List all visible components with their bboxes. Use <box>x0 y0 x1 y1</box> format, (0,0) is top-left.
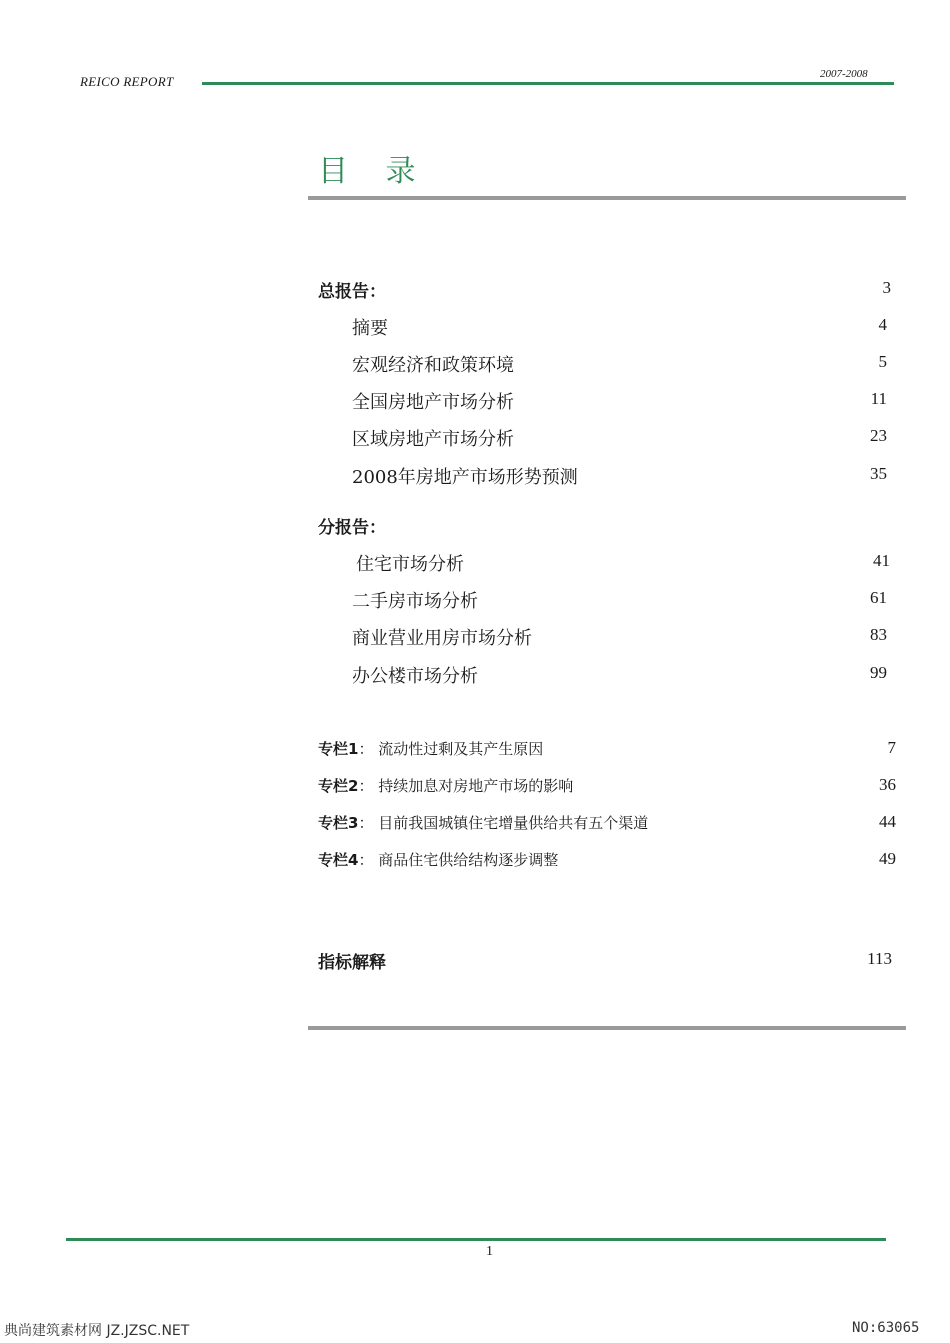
column-entry: 专栏4： 商品住宅供给结构逐步调整 <box>318 851 559 869</box>
column-title: 商品住宅供给结构逐步调整 <box>378 851 559 869</box>
column-entry: 专栏2： 持续加息对房地产市场的影响 <box>318 777 574 795</box>
page-number: 1 <box>486 1244 493 1259</box>
toc-page: 5 <box>878 352 887 371</box>
main-report-page: 3 <box>882 278 891 297</box>
toc-entry: 宏观经济和政策环境 <box>352 355 514 376</box>
column-title: 流动性过剩及其产生原因 <box>378 740 544 758</box>
toc-entry: 二手房市场分析 <box>352 591 478 612</box>
main-report-heading: 总报告： <box>318 282 386 302</box>
indicator-heading: 指标解释 <box>318 953 386 973</box>
toc-page: 7 <box>887 738 896 757</box>
indicator-page: 113 <box>867 949 892 968</box>
column-label: 专栏2 <box>318 777 359 795</box>
toc-page: 11 <box>870 389 887 408</box>
column-entry: 专栏3： 目前我国城镇住宅增量供给共有五个渠道 <box>318 814 649 832</box>
toc-entry: 全国房地产市场分析 <box>352 392 514 413</box>
toc-page: 83 <box>870 625 887 644</box>
header-divider <box>202 82 894 85</box>
toc-page: 41 <box>873 551 890 570</box>
column-title: 持续加息对房地产市场的影响 <box>378 777 574 795</box>
toc-entry: 区域房地产市场分析 <box>352 429 514 450</box>
toc-page: 49 <box>879 849 896 868</box>
toc-page: 35 <box>870 464 887 483</box>
toc-page: 61 <box>870 588 887 607</box>
toc-entry: 摘要 <box>352 318 388 339</box>
toc-entry: 商业营业用房市场分析 <box>352 628 532 649</box>
page-title: 目 录 <box>318 154 430 189</box>
toc-page: 23 <box>870 426 887 445</box>
column-label: 专栏4 <box>318 851 359 869</box>
toc-page: 36 <box>879 775 896 794</box>
toc-entry: 住宅市场分析 <box>356 554 464 575</box>
toc-page: 99 <box>870 663 887 682</box>
column-label: 专栏3 <box>318 814 359 832</box>
column-label: 专栏1 <box>318 740 359 758</box>
toc-entry: 办公楼市场分析 <box>352 666 478 687</box>
bottom-divider <box>308 1026 906 1030</box>
watermark-right: NO:63065 <box>852 1320 920 1336</box>
toc-page: 4 <box>878 315 887 334</box>
column-title: 目前我国城镇住宅增量供给共有五个渠道 <box>378 814 649 832</box>
toc-entry: 2008年房地产市场形势预测 <box>352 467 578 488</box>
sub-report-heading: 分报告： <box>318 518 386 538</box>
footer-divider <box>66 1238 886 1241</box>
column-entry: 专栏1： 流动性过剩及其产生原因 <box>318 740 544 758</box>
header-right-text: 2007-2008 <box>820 68 868 80</box>
watermark-left: 典尚建筑素材网 JZ.JZSC.NET <box>4 1323 190 1339</box>
title-divider <box>308 196 906 200</box>
header-left-text: REICO REPORT <box>80 74 174 89</box>
toc-page: 44 <box>879 812 896 831</box>
